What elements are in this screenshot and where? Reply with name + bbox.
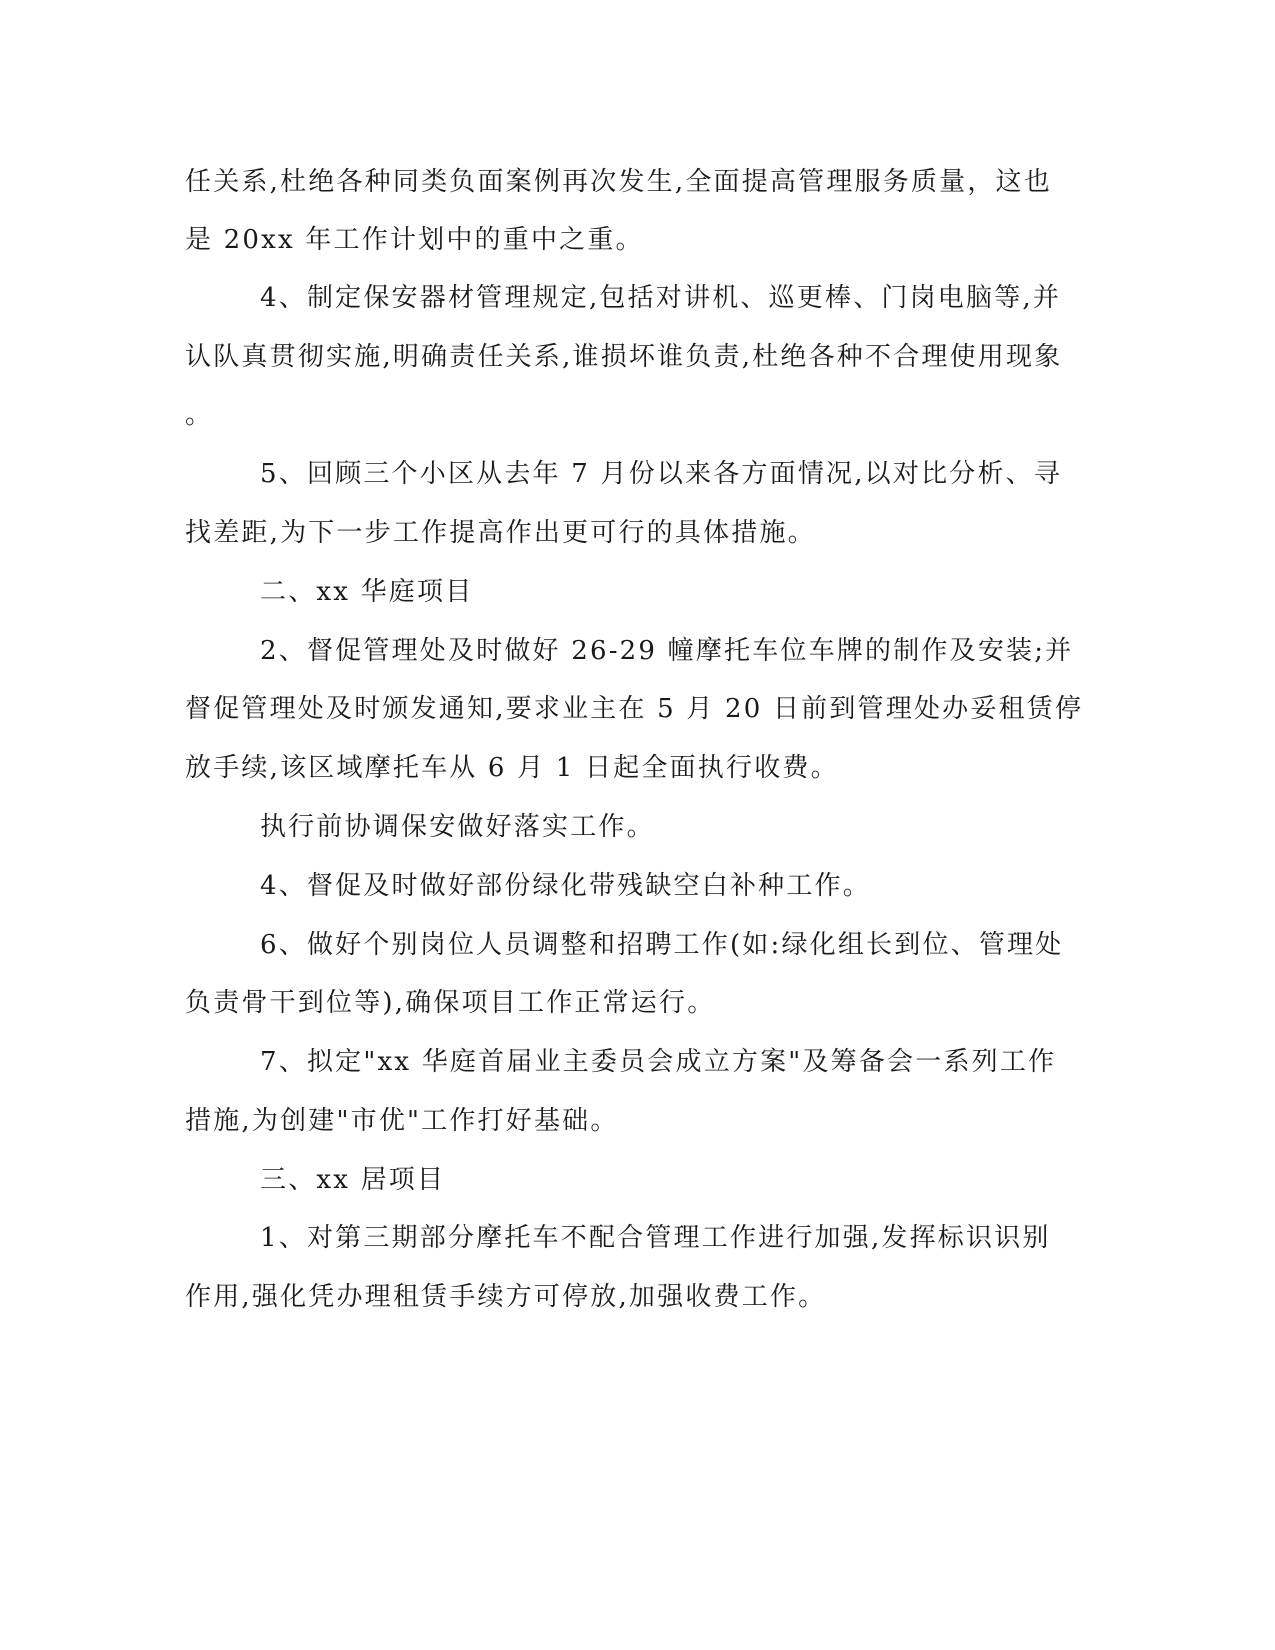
text-line-10: 督促管理处及时颁发通知,要求业主在 5 月 20 日前到管理处办妥租赁停 — [185, 694, 1084, 724]
text-line-19: 1、对第三期部分摩托车不配合管理工作进行加强,发挥标识识别 — [260, 1223, 1051, 1253]
text-line-11: 放手续,该区域摩托车从 6 月 1 日起全面执行收费。 — [185, 753, 839, 783]
text-line-9: 2、督促管理处及时做好 26-29 幢摩托车位车牌的制作及安装;并 — [260, 636, 1074, 666]
text-line-16: 7、拟定"xx 华庭首届业主委员会成立方案"及筹备会一系列工作 — [260, 1047, 1057, 1077]
section-heading-2: 二、xx 华庭项目 — [260, 577, 474, 607]
text-line-1: 任关系,杜绝各种同类负面案例再次发生,全面提高管理服务质量，这也 — [185, 167, 1052, 197]
text-line-3: 4、制定保安器材管理规定,包括对讲机、巡更棒、门岗电脑等,并 — [260, 283, 1062, 313]
section-heading-3: 三、xx 居项目 — [260, 1165, 446, 1195]
text-line-5: 。 — [185, 400, 214, 430]
text-line-12: 执行前协调保安做好落实工作。 — [260, 812, 655, 842]
text-line-7: 找差距,为下一步工作提高作出更可行的具体措施。 — [185, 518, 816, 548]
text-line-6: 5、回顾三个小区从去年 7 月份以来各方面情况,以对比分析、寻 — [260, 459, 1063, 489]
text-line-13: 4、督促及时做好部份绿化带残缺空白补种工作。 — [260, 871, 871, 901]
text-line-15: 负责骨干到位等),确保项目工作正常运行。 — [185, 988, 716, 1018]
text-line-2: 是 20xx 年工作计划中的重中之重。 — [185, 225, 644, 255]
text-line-14: 6、做好个别岗位人员调整和招聘工作(如:绿化组长到位、管理处 — [260, 930, 1064, 960]
text-line-20: 作用,强化凭办理租赁手续方可停放,加强收费工作。 — [185, 1282, 827, 1312]
text-line-4: 认队真贯彻实施,明确责任关系,谁损坏谁负责,杜绝各种不合理使用现象 — [185, 342, 1063, 372]
text-line-17: 措施,为创建"市优"工作打好基础。 — [185, 1106, 619, 1136]
